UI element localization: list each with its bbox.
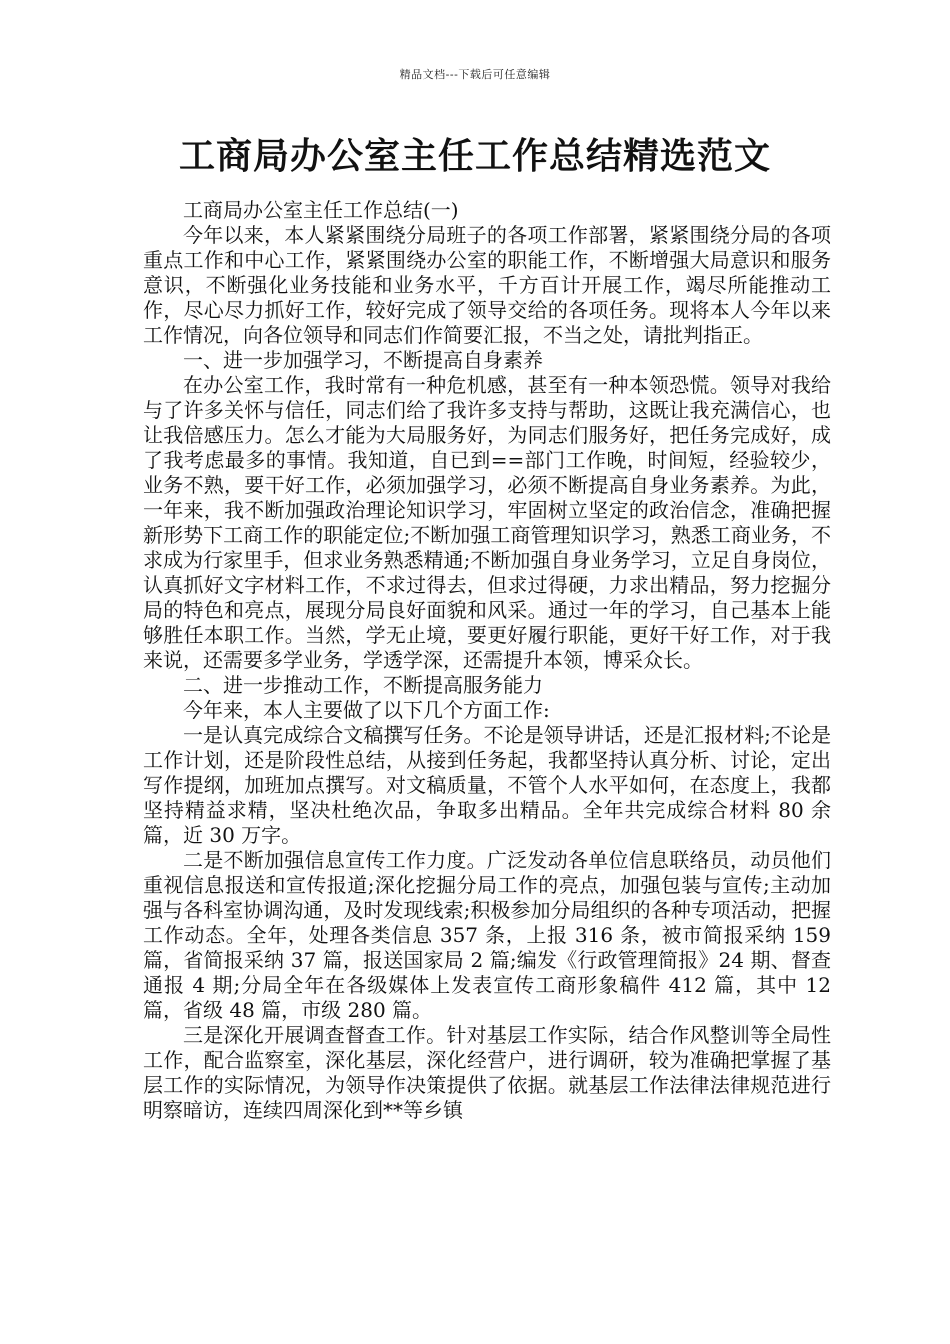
document-title: 工商局办公室主任工作总结精选范文 xyxy=(178,136,771,177)
section-heading-study: 一、进一步加强学习，不断提高自身素养 xyxy=(183,348,543,372)
paragraph-item-one: 一是认真完成综合文稿撰写任务。不论是领导讲话，还是汇报材料;不论是工作计划，还是阶段性总结，从接到任务起，我都坚持认真分析、讨论，定出写作提纲，加班加点撰写。对文稿质量，不管个人水平如何，在态度上，我都坚持精益求精，坚决杜绝次品，争取多出精品。全年共完成综合材料 80 余篇，近 30 万字。 xyxy=(143,723,831,847)
paragraph-item-two: 二是不断加强信息宣传工作力度。广泛发动各单位信息联络员，动员他们重视信息报送和宣传报道;深化挖掘分局工作的亮点，加强包装与宣传;主动加强与各科室协调沟通，及时发现线索;积极参加分局组织的各种专项活动，把握工作动态。全年，处理各类信息 357 条，上报 316 条，被市简报采纳 159 篇，省简报采纳 37 篇，报送国家局 2 篇;编发《行政管理简报》24 期、督查通报 4 期;分局全年在各级媒体上发表宣传工商形象稿件 412 篇，其中 12 篇，省级 48 篇，市级 280 篇。 xyxy=(143,848,831,1022)
paragraph-subtitle: 工商局办公室主任工作总结(一) xyxy=(183,198,459,222)
paragraph-intro: 今年以来，本人紧紧围绕分局班子的各项工作部署，紧紧围绕分局的各项重点工作和中心工作，紧紧围绕办公室的职能工作，不断增强大局意识和服务意识，不断强化业务技能和业务水平，千方百计开展工作，竭尽所能推动工作，尽心尽力抓好工作，较好完成了领导交给的各项任务。现将本人今年以来工作情况，向各位领导和同志们作简要汇报，不当之处，请批判指正。 xyxy=(143,223,831,347)
header-note: 精品文档---下载后可任意编辑 xyxy=(399,68,551,81)
document-body xyxy=(143,198,831,1123)
paragraph-item-three: 三是深化开展调查督查工作。针对基层工作实际，结合作风整训等全局性工作，配合监察室，深化基层，深化经营户，进行调研，较为准确把掌握了基层工作的实际情况，为领导作决策提供了依据。就基层工作法律法律规范进行明察暗访，连续四周深化到**等乡镇 xyxy=(143,1023,831,1122)
paragraph-work-intro: 今年来，本人主要做了以下几个方面工作: xyxy=(183,698,550,722)
section-heading-work: 二、进一步推动工作，不断提高服务能力 xyxy=(183,673,543,697)
paragraph-study: 在办公室工作，我时常有一种危机感，甚至有一种本领恐慌。领导对我给与了许多关怀与信任，同志们给了我许多支持与帮助，这既让我充满信心，也让我倍感压力。怎么才能为大局服务好，为同志们服务好，把任务完成好，成了我考虑最多的事情。我知道，自已到==部门工作晚，时间短，经验较少，业务不熟，要干好工作，必须加强学习，必须不断提高自身业务素养。为此，一年来，我不断加强政治理论知识学习，牢固树立坚定的政治信念，准确把握新形势下工商工作的职能定位;不断加强工商管理知识学习，熟悉工商业务，不求成为行家里手，但求业务熟悉精通;不断加强自身业务学习，立足自身岗位，认真抓好文字材料工作，不求过得去，但求过得硬，力求出精品，努力挖掘分局的特色和亮点，展现分局良好面貌和风采。通过一年的学习，自己基本上能够胜任本职工作。当然，学无止境，要更好履行职能，更好干好工作，对于我来说，还需要多学业务，学透学深，还需提升本领，博采众长。 xyxy=(143,373,831,672)
